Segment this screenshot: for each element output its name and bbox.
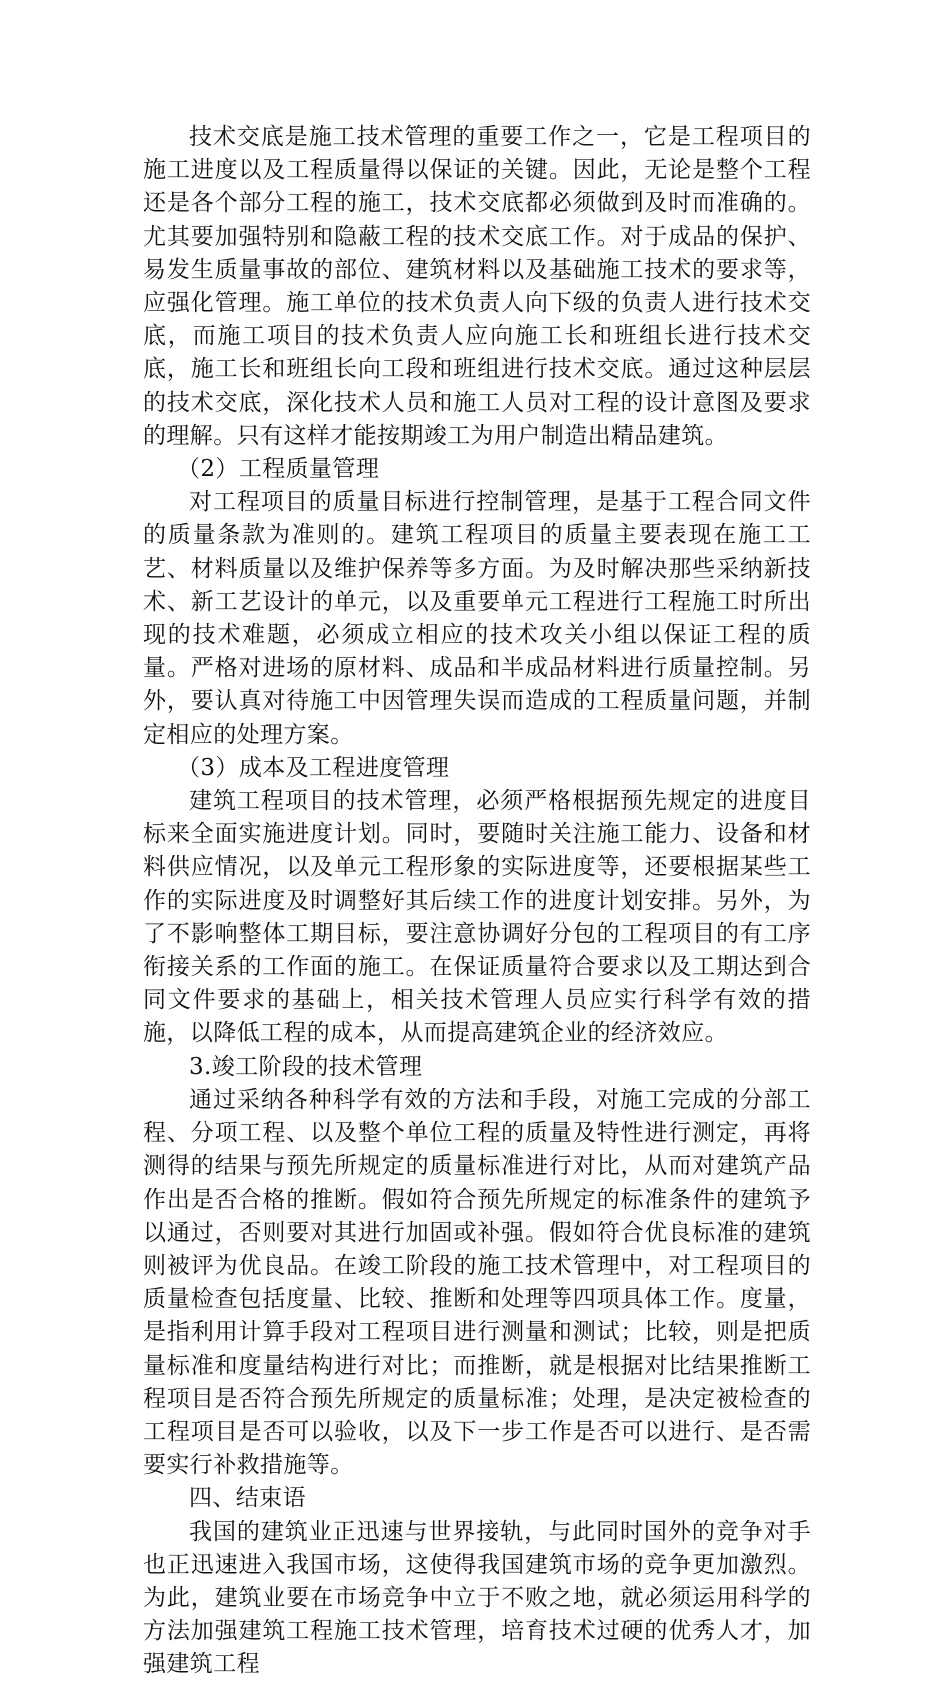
heading-quality-management: （2）工程质量管理 xyxy=(177,456,380,483)
paragraph-conclusion: 我国的建筑业正迅速与世界接轨，与此同时国外的竞争对手也正迅速进入我国市场，这使得我国建筑市场的竞争更加激烈。为此，建筑业要在市场竞争中立于不败之地，就必须运用科学的方法加强建筑工程施工技术管理，培育技术过硬的优秀人才，加强建筑工程 xyxy=(143,1518,811,1678)
paragraph-completion-stage: 通过采纳各种科学有效的方法和手段，对施工完成的分部工程、分项工程、以及整个单位工程的质量及特性进行测定，再将测得的结果与预先所规定的质量标准进行对比，从而对建筑产品作出是否合格的推断。假如符合预先所规定的标准条件的建筑予以通过，否则要对其进行加固或补强。假如符合优良标准的建筑则被评为优良品。在竣工阶段的施工技术管理中，对工程项目的质量检查包括度量、比较、推断和处理等四项具体工作。度量，是指利用计算手段对工程项目进行测量和测试；比较，则是把质量标准和度量结构进行对比；而推断，就是根据对比结果推断工程项目是否符合预先所规定的质量标准；处理，是决定被检查的工程项目是否可以验收，以及下一步工作是否可以进行、是否需要实行补救措施等。 xyxy=(143,1086,811,1479)
paragraph-technical-disclosure: 技术交底是施工技术管理的重要工作之一，它是工程项目的施工进度以及工程质量得以保证的关键。因此，无论是整个工程还是各个部分工程的施工，技术交底都必须做到及时而准确的。尤其要加强特别和隐蔽工程的技术交底工作。对于成品的保护、易发生质量事故的部位、建筑材料以及基础施工技术的要求等，应强化管理。施工单位的技术负责人向下级的负责人进行技术交底，而施工项目的技术负责人应向施工长和班组长进行技术交底，施工长和班组长向工段和班组进行技术交底。通过这种层层的技术交底，深化技术人员和施工人员对工程的设计意图及要求的理解。只有这样才能按期竣工为用户制造出精品建筑。 xyxy=(143,124,811,449)
heading-conclusion: 四、结束语 xyxy=(189,1485,306,1512)
paragraph-cost-progress: 建筑工程项目的技术管理，必须严格根据预先规定的进度目标来全面实施进度计划。同时，要随时关注施工能力、设备和材料供应情况，以及单元工程形象的实际进度等，还要根据某些工作的实际进度及时调整好其后续工作的进度计划安排。另外，为了不影响整体工期目标，要注意协调好分包的工程项目的有工序衔接关系的工作面的施工。在保证质量符合要求以及工期达到合同文件要求的基础上，相关技术管理人员应实行科学有效的措施，以降低工程的成本，从而提高建筑企业的经济效应。 xyxy=(143,788,811,1047)
paragraph-quality-management: 对工程项目的质量目标进行控制管理，是基于工程合同文件的质量条款为准则的。建筑工程项目的质量主要表现在施工工艺、材料质量以及维护保养等多方面。为及时解决那些采纳新技术、新工艺设计的单元，以及重要单元工程进行工程施工时所出现的技术难题，必须成立相应的技术攻关小组以保证工程的质量。严格对进场的原材料、成品和半成品材料进行质量控制。另外，要认真对待施工中因管理失误而造成的工程质量问题，并制定相应的处理方案。 xyxy=(143,489,811,748)
heading-completion-stage: 3.竣工阶段的技术管理 xyxy=(189,1053,423,1080)
document-body xyxy=(143,121,811,1682)
heading-cost-progress: （3）成本及工程进度管理 xyxy=(177,754,450,781)
